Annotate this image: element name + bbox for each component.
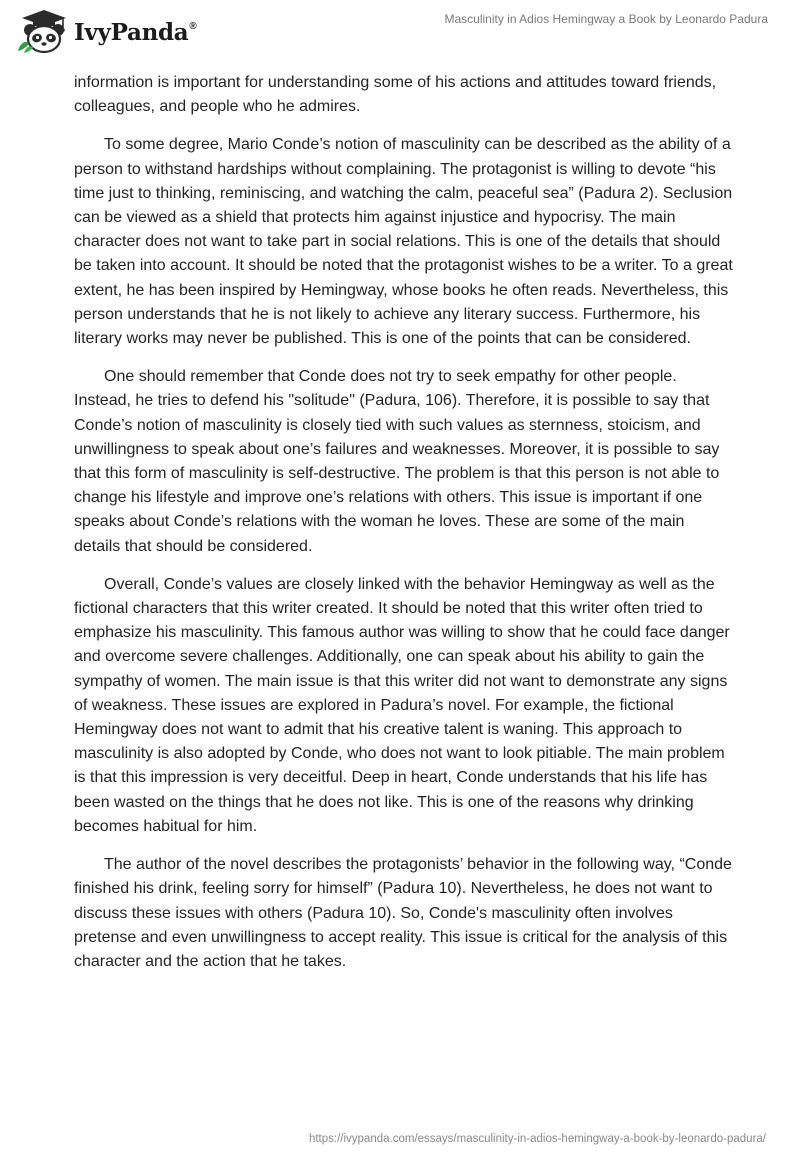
article-paragraph: Overall, Conde’s values are closely linked with the behavior Hemingway as well as the fictional characters that this writer created. It should be noted that this writer often tried to emphasize his masculinity. This famous author was willing to show that he could face danger and overcome severe challenges. Additionally, one can speak about his ability to gain the sympathy of women. The main issue is that this writer did not want to demonstrate any signs of weakness. These issues are explored in Padura’s novel. For example, the fictional Hemingway does not want to admit that his creative talent is waning. This approach to masculinity is also adopted by Conde, who does not want to look pitiable. The main problem is that this impression is very deceitful. Deep in heart, Conde understands that his life has been wasted on the things that he does not like. This is one of the reasons why drinking becomes habitual for him. xyxy=(74,575,730,835)
article-paragraph: information is important for understanding some of his actions and attitudes toward friends, colleagues, and people who he admires. xyxy=(74,74,717,116)
article-paragraph: One should remember that Conde does not try to seek empathy for other people. Instead, he tries to defend his "solitude" (Padura, 106). Therefore, it is possible to say that Conde’s notion of masculinity is closely tied with such values as sternness, stoicism, and unwillingness to speak about one’s failures and weaknesses. Moreover, it is possible to say that this form of masculinity is self-destructive. The problem is that this person is not able to change his lifestyle and improve one’s relations with others. This issue is important if one speaks about Conde’s relations with the woman he loves. These are some of the main details that should be considered. xyxy=(74,368,720,555)
logo-wordmark: IvyPanda® xyxy=(74,18,197,46)
document-title: Masculinity in Adios Hemingway a Book by Leonardo Padura xyxy=(444,12,768,26)
ivypanda-logo[interactable] xyxy=(14,7,196,55)
source-url[interactable]: https://ivypanda.com/essays/masculinity-in-adios-hemingway-a-book-by-leonardo-padura/ xyxy=(308,1133,766,1145)
article-paragraph: To some degree, Mario Conde’s notion of masculinity can be described as the ability of a person to withstand hardships without complaining. The protagonist is willing to devote “his time just to thinking, reminiscing, and watching the calm, peaceful sea” (Padura 2). Seclusion can be viewed as a shield that protects him against injustice and hypocrisy. The main character does not want to take part in social relations. This is one of the details that should be taken into account. It should be noted that the protagonist wishes to be a writer. To a great extent, he has been inspired by Hemingway, whose books he often reads. Nevertheless, this person understands that he is not likely to achieve any literary success. Furthermore, his literary works may never be published. This is one of the points that can be considered. xyxy=(74,136,733,348)
article-paragraph: The author of the novel describes the protagonists’ behavior in the following way, “Conde finished his drink, feeling sorry for himself” (Padura 10). Nevertheless, he does not want to discuss these issues with others (Padura 10). So, Conde's masculinity often involves pretense and even unwillingness to accept reality. This issue is critical for the analysis of this character and the action that he takes. xyxy=(74,856,732,970)
page-header xyxy=(0,0,800,60)
panda-graduate-icon xyxy=(14,7,70,55)
article-body xyxy=(74,71,734,988)
